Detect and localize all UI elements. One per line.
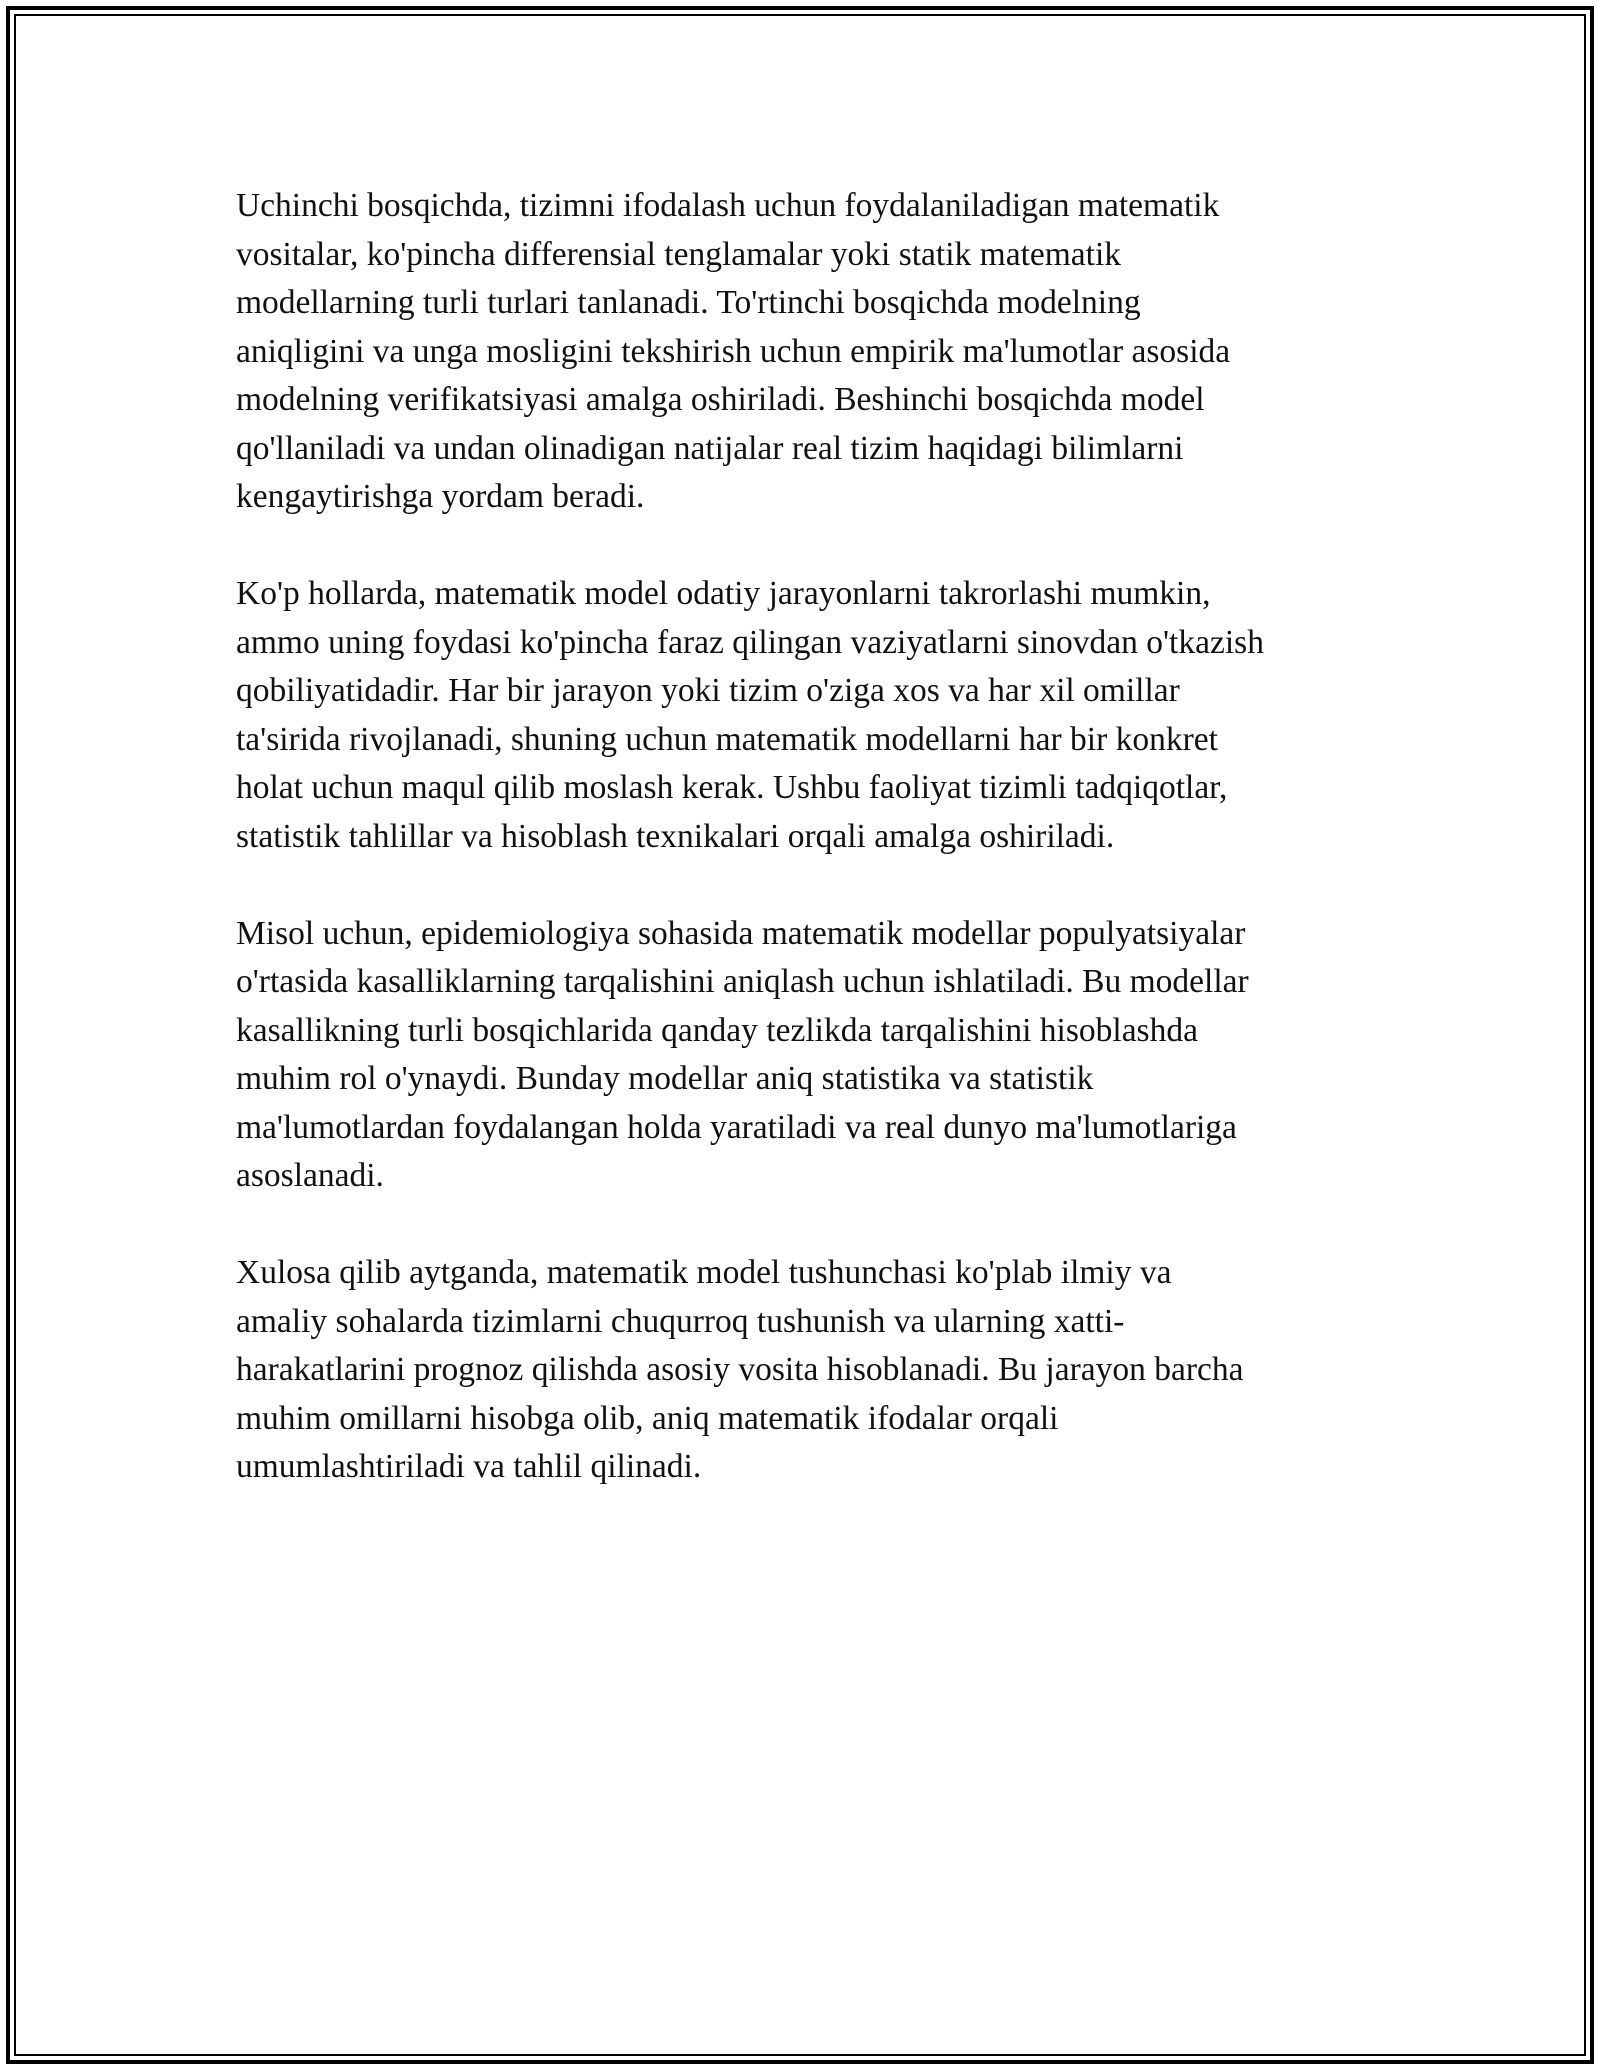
text-line: ma'lumotlardan foydalangan holda yaratiladi va real dunyo ma'lumotlariga (236, 1108, 1237, 1146)
text-line: ta'sirida rivojlanadi, shuning uchun matematik modellarni har bir konkret (236, 720, 1218, 758)
text-line: holat uchun maqul qilib moslash kerak. Ushbu faoliyat tizimli tadqiqotlar, (236, 769, 1228, 806)
text-line: qo'llaniladi va undan olinadigan natijalar real tizim haqidagi bilimlarni (236, 429, 1184, 467)
text-line: muhim rol o'ynaydi. Bunday modellar aniq statistika va statistik (236, 1060, 1094, 1097)
text-line: ammo uning foydasi ko'pincha faraz qilingan vaziyatlarni sinovdan o'tkazish (236, 623, 1264, 661)
paragraph-1 (236, 182, 1366, 522)
text-line: amaliy sohalarda tizimlarni chuqurroq tushunish va ularning xatti- (236, 1302, 1125, 1340)
text-line: Ko'p hollarda, matematik model odatiy jarayonlarni takrorlashi mumkin, (236, 575, 1211, 612)
paragraph-3 (236, 910, 1366, 1201)
text-line: vositalar, ko'pincha differensial tenglamalar yoki statik matematik (236, 235, 1122, 273)
text-line: kengaytirishga yordam beradi. (236, 478, 645, 515)
text-line: kasallikning turli bosqichlarida qanday tezlikda tarqalishini hisoblashda (236, 1011, 1198, 1049)
text-line: Uchinchi bosqichda, tizimni ifodalash uchun foydalaniladigan matematik (236, 187, 1220, 224)
text-line: Misol uchun, epidemiologiya sohasida matematik modellar populyatsiyalar (236, 914, 1246, 952)
text-line: muhim omillarni hisobga olib, aniq matematik ifodalar orqali (236, 1399, 1059, 1437)
text-line: o'rtasida kasalliklarning tarqalishini aniqlash uchun ishlatiladi. Bu modellar (236, 963, 1249, 1000)
text-line: modellarning turli turlari tanlanadi. To'rtinchi bosqichda modelning (236, 284, 1141, 321)
text-line: statistik tahlillar va hisoblash texnikalari orqali amalga oshiriladi. (236, 817, 1115, 855)
text-line: umumlashtiriladi va tahlil qilinadi. (236, 1448, 702, 1485)
paragraph-2 (236, 570, 1366, 861)
text-line: harakatlarini prognoz qilishda asosiy vosita hisoblanadi. Bu jarayon barcha (236, 1351, 1244, 1388)
text-line: qobiliyatidadir. Har bir jarayon yoki tizim o'ziga xos va har xil omillar (236, 672, 1180, 709)
text-line: aniqligini va unga mosligini tekshirish uchun empirik ma'lumotlar asosida (236, 332, 1231, 370)
text-line: asoslanadi. (236, 1157, 384, 1194)
text-line: Xulosa qilib aytganda, matematik model tushunchasi ko'plab ilmiy va (236, 1254, 1172, 1291)
text-line: modelning verifikatsiyasi amalga oshiriladi. Beshinchi bosqichda model (236, 381, 1205, 418)
document-body (236, 182, 1366, 1540)
paragraph-4 (236, 1249, 1366, 1492)
